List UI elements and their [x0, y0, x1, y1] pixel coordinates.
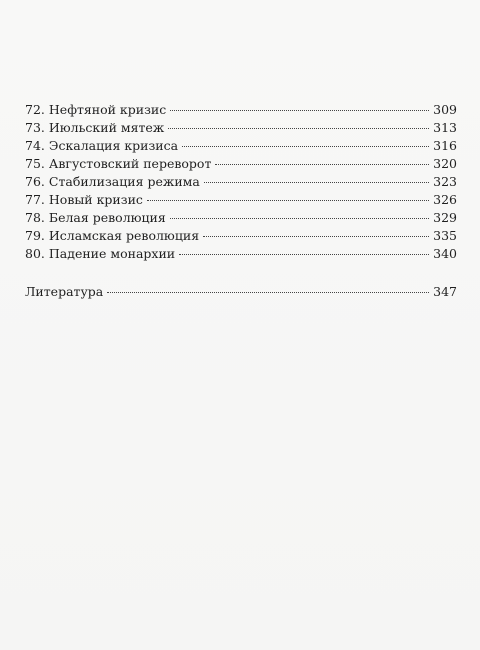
dot-leader — [215, 164, 429, 165]
toc-entry-page: 309 — [433, 102, 457, 117]
toc-entry-title: Падение монархии — [48, 246, 176, 261]
toc-entry — [25, 209, 457, 227]
toc-entry-number: 78. — [25, 210, 45, 225]
dot-leader — [204, 182, 429, 183]
dot-leader — [168, 128, 429, 129]
toc-entry — [25, 119, 457, 137]
toc-entry-number: 79. — [25, 228, 45, 243]
toc-entry-page: 320 — [433, 156, 457, 171]
toc-entry-page: 323 — [433, 174, 457, 189]
toc-entry-title: Новый кризис — [48, 192, 143, 207]
toc-entry-title: Эскалация кризиса — [48, 138, 179, 153]
toc-entry — [25, 155, 457, 173]
toc-entry-title: Белая революция — [48, 210, 166, 225]
toc-entry-number: 77. — [25, 192, 45, 207]
toc-entry-page: 335 — [433, 228, 457, 243]
toc-entry-number: 72. — [25, 102, 45, 117]
table-of-contents — [25, 101, 457, 301]
toc-entry-number: 74. — [25, 138, 45, 153]
toc-entry-title: Стабилизация режима — [48, 174, 200, 189]
toc-entry-number: 75. — [25, 156, 45, 171]
toc-entry-page: 316 — [433, 138, 457, 153]
dot-leader — [147, 200, 429, 201]
toc-entry-number: 76. — [25, 174, 45, 189]
toc-entry — [25, 101, 457, 119]
toc-entry-literature — [25, 283, 457, 301]
toc-entry — [25, 227, 457, 245]
dot-leader — [170, 110, 429, 111]
toc-entry — [25, 173, 457, 191]
toc-entry-title: Августовский переворот — [48, 156, 212, 171]
toc-entry-title: Литература — [25, 284, 104, 299]
dot-leader — [203, 236, 429, 237]
dot-leader — [182, 146, 429, 147]
toc-spacer — [25, 263, 457, 283]
dot-leader — [107, 292, 429, 293]
toc-entry — [25, 137, 457, 155]
dot-leader — [170, 218, 429, 219]
toc-entry-title: Нефтяной кризис — [48, 102, 167, 117]
toc-entry-title: Июльский мятеж — [48, 120, 165, 135]
toc-entry — [25, 245, 457, 263]
toc-entry-number: 80. — [25, 246, 45, 261]
toc-entry-page: 329 — [433, 210, 457, 225]
toc-entry-page: 340 — [433, 246, 457, 261]
toc-entry-page: 347 — [433, 284, 457, 299]
toc-entry-title: Исламская революция — [48, 228, 200, 243]
dot-leader — [179, 254, 429, 255]
toc-entry — [25, 191, 457, 209]
toc-entry-number: 73. — [25, 120, 45, 135]
toc-entry-page: 313 — [433, 120, 457, 135]
toc-entry-page: 326 — [433, 192, 457, 207]
